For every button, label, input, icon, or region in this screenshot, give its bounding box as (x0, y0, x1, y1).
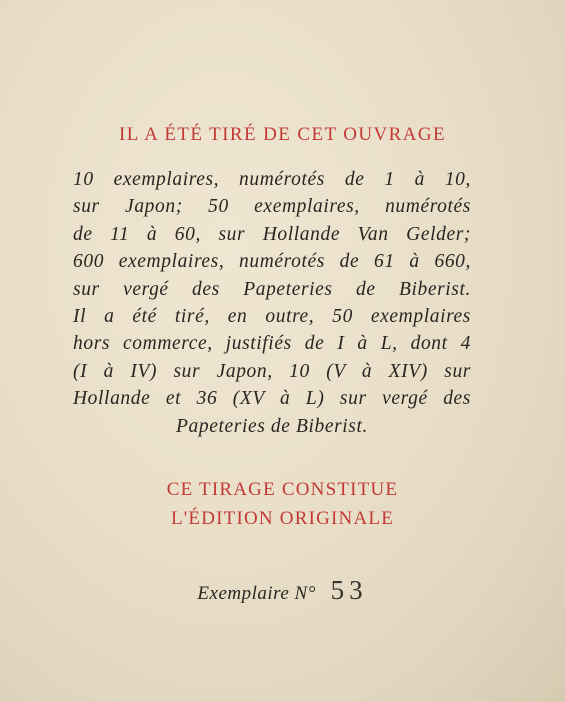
print-run-line: Papeteries de Biberist. (176, 415, 368, 437)
copy-number-label: Exemplaire N° (197, 583, 316, 604)
print-run-line: 10 exemplaires, numérotés de 1 à 10, (73, 169, 471, 190)
print-run-line: de 11 à 60, sur Hollande Van Gelder; (73, 223, 471, 245)
print-run-heading: IL A ÉTÉ TIRÉ DE CET OUVRAGE (119, 124, 446, 145)
original-edition-line-1: CE TIRAGE CONSTITUE (166, 479, 399, 500)
print-run-line: Il a été tiré, en outre, 50 exemplaires (73, 306, 471, 328)
print-run-details (73, 166, 471, 440)
print-run-line: hors commerce, justifiés de I à L, dont 4 (73, 333, 471, 355)
print-run-line: 600 exemplaires, numérotés de 61 à 660, (73, 251, 471, 273)
original-edition-line-2: L'ÉDITION ORIGINALE (170, 508, 395, 529)
print-run-line: (I à IV) sur Japon, 10 (V à XIV) sur (73, 360, 471, 382)
copy-number (0, 575, 565, 606)
print-run-line: sur Japon; 50 exemplaires, numérotés (73, 196, 471, 218)
print-run-line: sur vergé des Papeteries de Biberist. (73, 278, 471, 300)
original-edition-notice (0, 475, 565, 533)
copy-number-value: 53 (330, 575, 368, 605)
print-run-line: Hollande et 36 (XV à L) sur vergé des (73, 388, 471, 410)
